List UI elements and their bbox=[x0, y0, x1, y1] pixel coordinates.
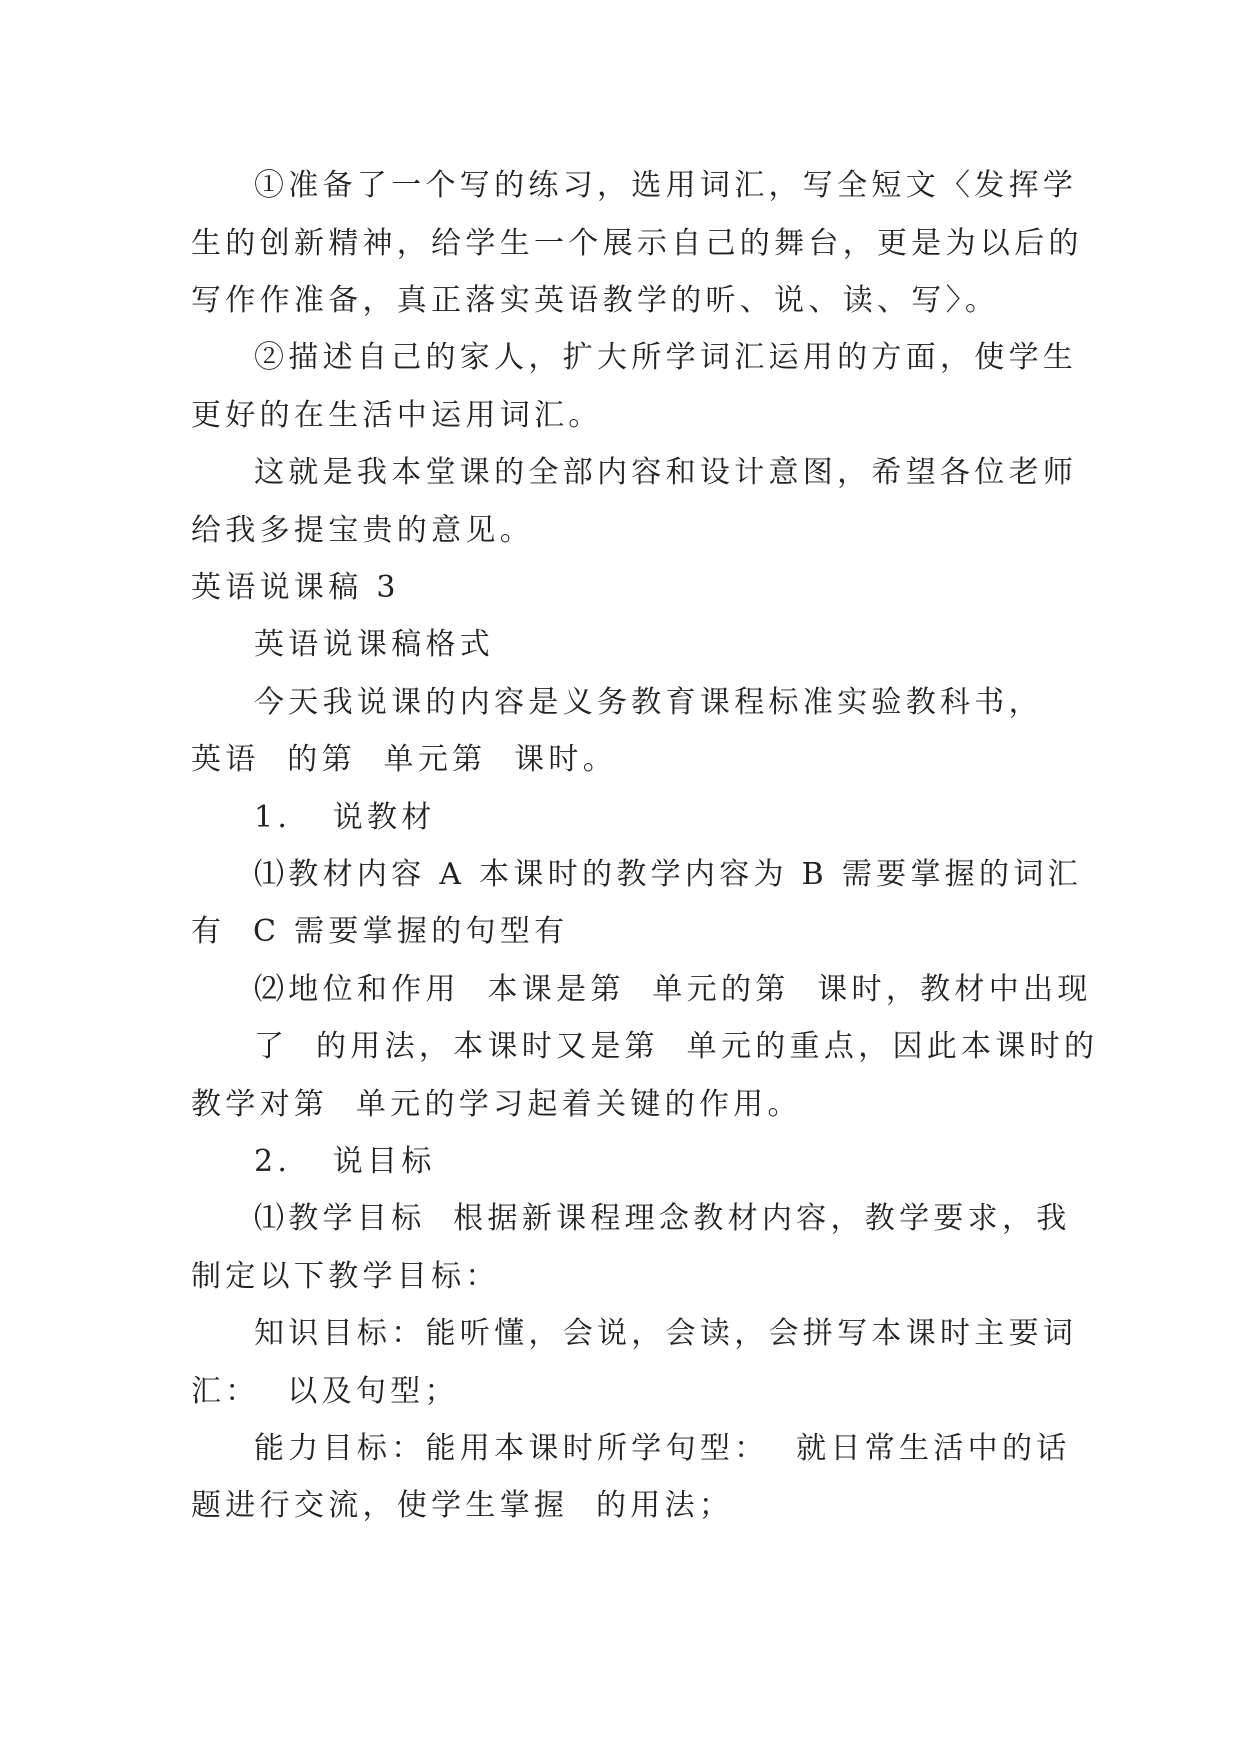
paragraph-line: ⑴教学目标 根据新课程理念教材内容，教学要求，我 bbox=[254, 1201, 1071, 1236]
paragraph-line: 制定以下教学目标： bbox=[191, 1259, 500, 1294]
paragraph-line: 今天我说课的内容是义务教育课程标准实验教科书， bbox=[254, 685, 1043, 720]
paragraph-line: 了 的用法，本课时又是第 单元的重点，因此本课时的 bbox=[254, 1029, 1099, 1064]
paragraph-line: 英语 的第 单元第 课时。 bbox=[191, 742, 618, 777]
paragraph-line: 知识目标：能听懂，会说，会读，会拼写本课时主要词 bbox=[254, 1316, 1078, 1351]
numbered-heading: 1. 说教材 bbox=[254, 800, 436, 835]
paragraph-line: 有 C 需要掌握的句型有 bbox=[191, 914, 569, 949]
paragraph-line: 生的创新精神，给学生一个展示自己的舞台，更是为以后的 bbox=[191, 226, 1083, 261]
subsection-heading: 英语说课稿格式 bbox=[254, 627, 495, 662]
paragraph-line: ⑵地位和作用 本课是第 单元的第 课时，教材中出现 bbox=[254, 972, 1092, 1007]
paragraph-line: 更好的在生活中运用词汇。 bbox=[191, 398, 603, 433]
paragraph-line: ②描述自己的家人，扩大所学词汇运用的方面，使学生 bbox=[254, 340, 1078, 375]
paragraph-line: 写作作准备，真正落实英语教学的听、说、读、写〉。 bbox=[191, 283, 1000, 318]
numbered-heading: 2. 说目标 bbox=[254, 1144, 436, 1179]
paragraph-line: 这就是我本堂课的全部内容和设计意图，希望各位老师 bbox=[254, 455, 1078, 490]
section-heading: 英语说课稿 3 bbox=[191, 570, 400, 605]
paragraph-line: ①准备了一个写的练习，选用词汇，写全短文〈发挥学 bbox=[254, 168, 1078, 203]
paragraph-line: 教学对第 单元的学习起着关键的作用。 bbox=[191, 1087, 802, 1122]
paragraph-line: 能力目标：能用本课时所学句型： 就日常生活中的话 bbox=[254, 1431, 1071, 1466]
paragraph-line: 给我多提宝贵的意见。 bbox=[191, 513, 534, 548]
paragraph-line: 汇： 以及句型； bbox=[191, 1374, 459, 1409]
paragraph-line: 题进行交流，使学生掌握 的用法； bbox=[191, 1488, 734, 1523]
paragraph-line: ⑴教材内容 A 本课时的教学内容为 B 需要掌握的词汇 bbox=[254, 857, 1082, 892]
